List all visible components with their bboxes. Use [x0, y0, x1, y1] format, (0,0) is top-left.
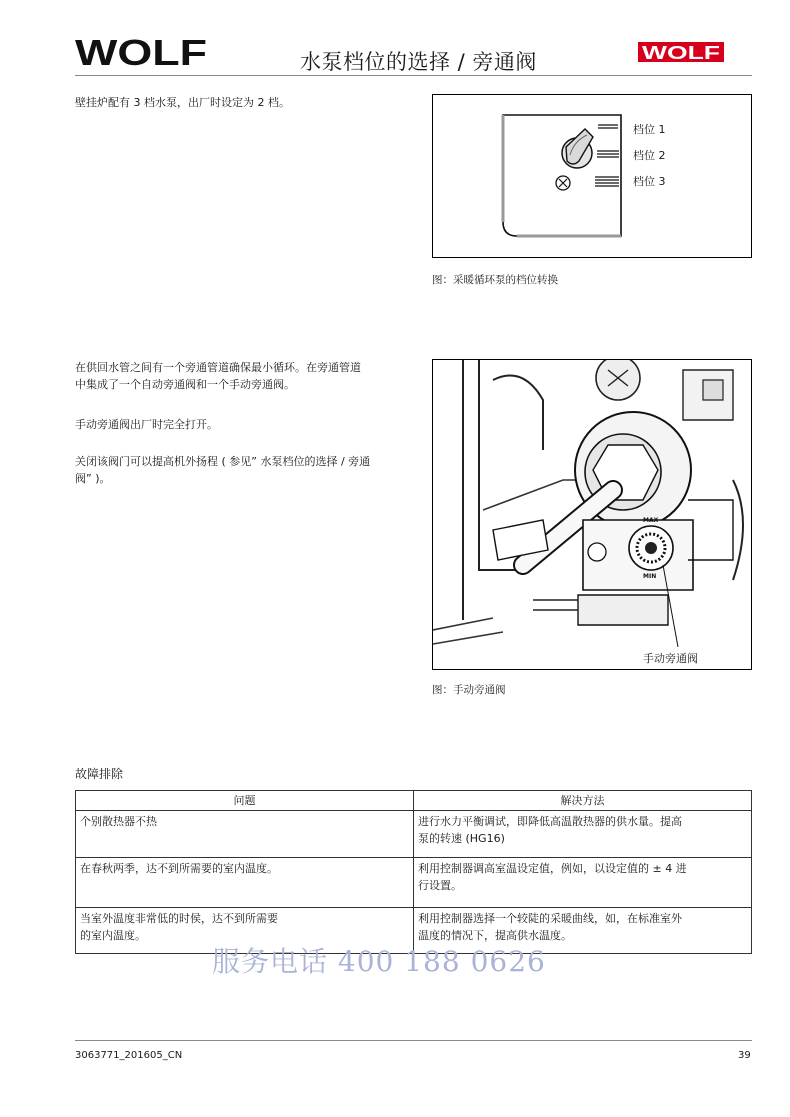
svg-text:WOLF: WOLF: [75, 35, 207, 69]
table-header-row: [76, 791, 752, 811]
svg-text:WOLF: WOLF: [642, 43, 721, 62]
svg-text:MAX: MAX: [643, 517, 659, 524]
service-phone-watermark: 服务电话 400 188 0626: [212, 945, 546, 978]
column-header-problem: 问题: [76, 791, 414, 811]
footer-divider: [75, 1040, 752, 1041]
solution-cell: 利用控制器选择一个较陡的采暖曲线，如，在标准室外 温度的情况下，提高供水温度。: [414, 908, 752, 954]
problem-cell: 在春秋两季，达不到所需要的室内温度。: [76, 858, 414, 908]
pump-stage-figure: [432, 94, 752, 258]
stage-2-label: 档位 2: [633, 149, 666, 162]
header-divider: [75, 75, 752, 76]
problem-cell: 个别散热器不热: [76, 811, 414, 858]
svg-text:MIN: MIN: [643, 573, 657, 580]
table-row: [76, 858, 752, 908]
column-header-solution: 解决方法: [414, 791, 752, 811]
solution-cell: 利用控制器调高室温设定值，例如，以设定值的 ± 4 进 行设置。: [414, 858, 752, 908]
document-code: 3063771_201605_CN: [75, 1050, 183, 1061]
bypass-valve-illustration: [433, 360, 752, 670]
page-title: 水泵档位的选择 / 旁通阀: [300, 50, 537, 74]
pump-intro-text: 壁挂炉配有 3 档水泵，出厂时设定为 2 档。: [75, 96, 290, 109]
stage-1-label: 档位 1: [633, 123, 666, 136]
wolf-logo-red: [638, 42, 724, 62]
pump-switch-illustration: [433, 95, 752, 258]
wolf-logo: [75, 35, 207, 69]
bypass-paragraph-1: 在供回水管之间有一个旁通管道确保最小循环。在旁通管道 中集成了一个自动旁通阀和一个手动旁通阀。: [75, 361, 361, 391]
bypass-figure-caption: 图：手动旁通阀: [432, 684, 506, 696]
troubleshooting-table: [75, 790, 752, 954]
bypass-valve-label: 手动旁通阀: [643, 652, 698, 665]
pump-figure-caption: 图：采暖循环泵的档位转换: [432, 274, 558, 286]
table-row: [76, 811, 752, 858]
bypass-paragraph-2: 手动旁通阀出厂时完全打开。: [75, 418, 218, 431]
problem-cell: 当室外温度非常低的时侯，达不到所需要 的室内温度。: [76, 908, 414, 954]
stage-3-label: 档位 3: [633, 175, 666, 188]
solution-cell: 进行水力平衡调试，即降低高温散热器的供水量。提高 泵的转速 (HG16): [414, 811, 752, 858]
bypass-paragraph-3: 关闭该阀门可以提高机外扬程 ( 参见” 水泵档位的选择 / 旁通 阀” )。: [75, 455, 371, 485]
bypass-valve-figure: [432, 359, 752, 670]
troubleshooting-heading: 故障排除: [75, 767, 124, 781]
page-number: 39: [738, 1050, 751, 1061]
